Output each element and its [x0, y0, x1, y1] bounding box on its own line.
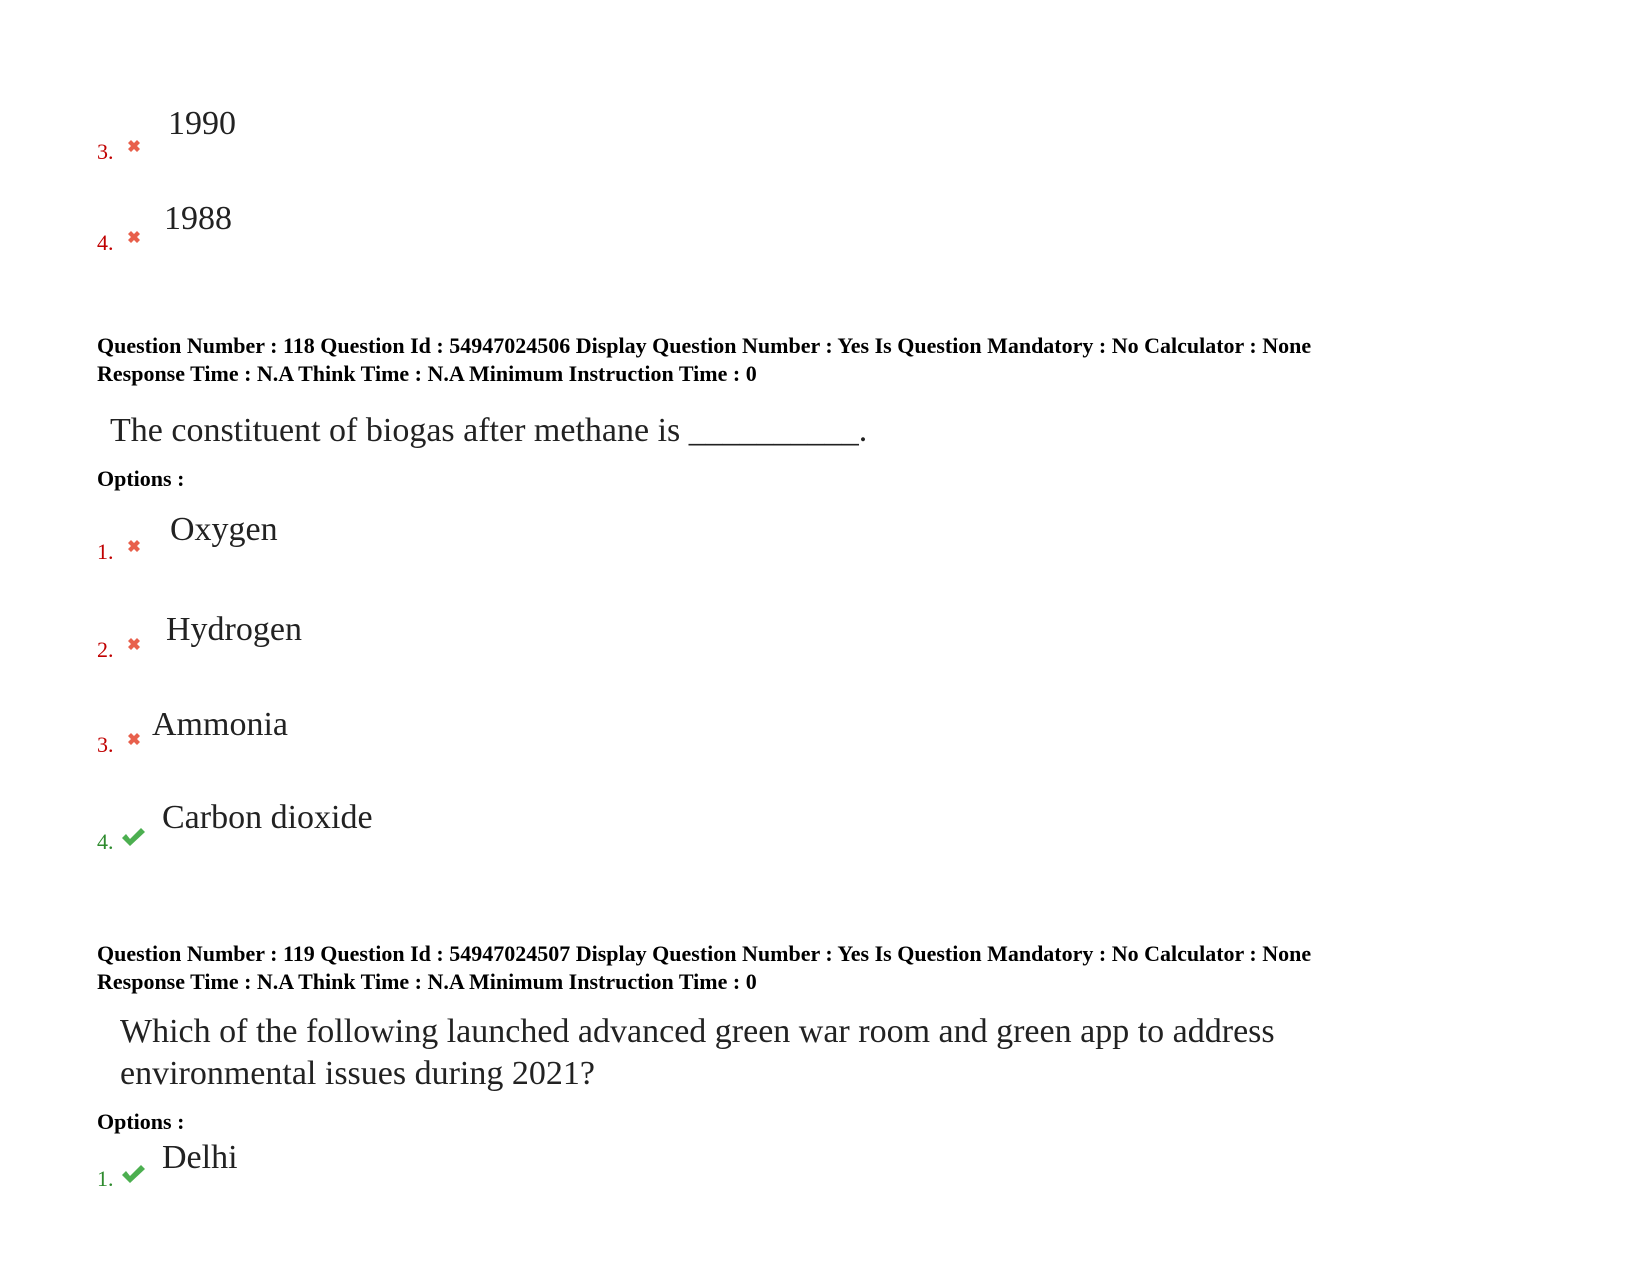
- option-text: 1990: [168, 105, 236, 142]
- option-number: 1.: [97, 1166, 114, 1191]
- cross-icon: [124, 136, 144, 156]
- option-text: Carbon dioxide: [162, 799, 373, 836]
- option-text: Hydrogen: [166, 611, 302, 648]
- question-text-line: environmental issues during 2021?: [120, 1055, 595, 1092]
- option-number: 1.: [97, 539, 114, 564]
- option-text: Ammonia: [152, 706, 288, 743]
- option-text: 1988: [164, 200, 232, 237]
- check-icon: [120, 826, 146, 848]
- cross-icon: [124, 729, 144, 749]
- option-number: 2.: [97, 637, 114, 662]
- option-text: Oxygen: [170, 511, 278, 548]
- options-label: Options :: [97, 1109, 185, 1134]
- options-label: Options :: [97, 466, 185, 491]
- question-text-line: Which of the following launched advanced green war room and green app to address: [120, 1013, 1275, 1050]
- check-icon: [120, 1163, 146, 1185]
- option-number: 4.: [97, 230, 114, 255]
- question-text: The constituent of biogas after methane is __________.: [110, 412, 868, 449]
- question-meta-timing: Response Time : N.A Think Time : N.A Minimum Instruction Time : 0: [97, 361, 757, 386]
- option-number: 3.: [97, 732, 114, 757]
- cross-icon: [124, 227, 144, 247]
- option-number: 4.: [97, 829, 114, 854]
- question-meta: Question Number : 119 Question Id : 54947024507 Display Question Number : Yes Is Question Mandatory : No Calculator : None: [97, 941, 1312, 966]
- option-number: 3.: [97, 139, 114, 164]
- cross-icon: [124, 536, 144, 556]
- question-meta-timing: Response Time : N.A Think Time : N.A Minimum Instruction Time : 0: [97, 969, 757, 994]
- question-meta: Question Number : 118 Question Id : 54947024506 Display Question Number : Yes Is Question Mandatory : No Calculator : None: [97, 333, 1312, 358]
- cross-icon: [124, 634, 144, 654]
- option-text: Delhi: [162, 1139, 238, 1176]
